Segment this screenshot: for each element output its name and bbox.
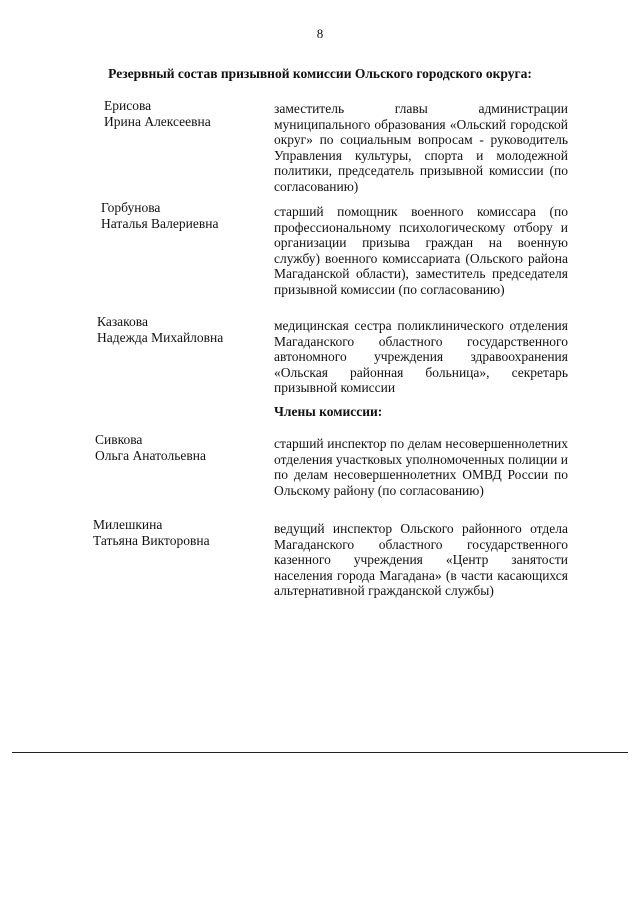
page-number: 8 bbox=[316, 26, 324, 41]
member-surname: Сивкова bbox=[95, 432, 143, 447]
member-given-names: Наталья Валериевна bbox=[101, 216, 219, 231]
member-surname: Милешкина bbox=[93, 517, 163, 532]
member-description: старший помощник военного комиссара (по профессиональному психологическому отбору и организации призыва граждан на военную службу) военного комиссариата (Ольского района Магаданской области), заместитель председателя призывной комиссии (по согласованию) bbox=[274, 204, 568, 297]
member-description: медицинская сестра поликлинического отделения Магаданского областного государственного автономного учреждения здравоохранения «Ольская районная больница», секретарь призывной комиссии bbox=[274, 318, 568, 396]
member-given-names: Надежда Михайловна bbox=[97, 330, 224, 345]
member-surname: Горбунова bbox=[101, 200, 161, 215]
member-name bbox=[97, 314, 223, 346]
member-name bbox=[93, 517, 210, 549]
member-given-names: Ольга Анатольевна bbox=[95, 448, 206, 463]
member-given-names: Ирина Алексеевна bbox=[104, 114, 211, 129]
member-description: ведущий инспектор Ольского районного отдела Магаданского областного государственного казенного учреждения «Центр занятости населения города Магадана» (в части касающихся альтернативной гражданской службы) bbox=[274, 521, 568, 599]
member-surname: Ерисова bbox=[104, 98, 152, 113]
section-header: Члены комиссии: bbox=[274, 404, 383, 419]
member-given-names: Татьяна Викторовна bbox=[93, 533, 210, 548]
document-title: Резервный состав призывной комиссии Ольского городского округа: bbox=[108, 66, 532, 81]
member-surname: Казакова bbox=[97, 314, 148, 329]
member-description: старший инспектор по делам несовершеннолетних отделения участковых уполномоченных полиции и по делам несовершеннолетних ОМВД России по Ольскому району (по согласованию) bbox=[274, 436, 568, 498]
member-name bbox=[104, 98, 211, 130]
member-name bbox=[101, 200, 218, 232]
member-description: заместитель главы администрации муниципального образования «Ольский городской округ» по социальным вопросам - руководитель Управления культуры, спорта и молодежной политики, председатель призывной комиссии (по согласованию) bbox=[274, 101, 568, 194]
member-name bbox=[95, 432, 206, 464]
divider-line bbox=[12, 752, 628, 753]
